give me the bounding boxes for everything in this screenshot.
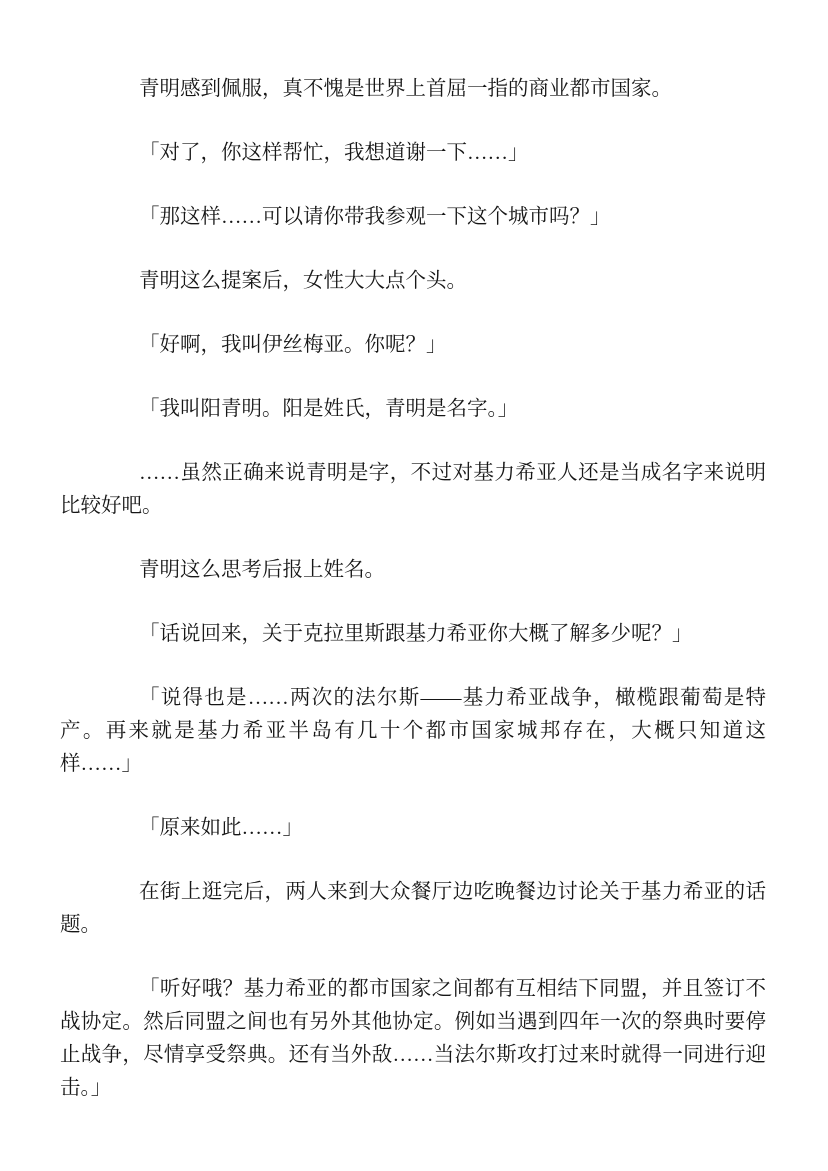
text-line: 「话说回来，关于克拉里斯跟基力希亚你大概了解多少呢？」 xyxy=(139,623,693,645)
paragraph xyxy=(60,393,766,426)
paragraph xyxy=(60,812,766,845)
text-line: 「那这样……可以请你带我参观一下这个城市吗？」 xyxy=(139,206,611,228)
paragraph xyxy=(60,682,766,781)
text-line: 产。再来就是基力希亚半岛有几十个都市国家城邦存在，大概只知道这 xyxy=(60,720,766,742)
text-line: 战协定。然后同盟之间也有另外其他协定。例如当遇到四年一次的祭典时要停 xyxy=(60,1011,766,1033)
text-line: 题。 xyxy=(60,914,101,936)
text-line: 青明这么提案后，女性大大点个头。 xyxy=(139,270,467,292)
text-line: 击。」 xyxy=(60,1077,112,1099)
text-line: 青明这么思考后报上姓名。 xyxy=(139,559,385,581)
paragraph xyxy=(60,137,766,170)
text-line: 比较好吧。 xyxy=(60,495,163,517)
paragraph xyxy=(60,973,766,1105)
paragraph xyxy=(60,201,766,234)
paragraph xyxy=(60,554,766,587)
text-line: ……虽然正确来说青明是字，不过对基力希亚人还是当成名字来说明 xyxy=(139,462,766,484)
text-line: 「对了，你这样帮忙，我想道谢一下……」 xyxy=(139,142,529,164)
text-line: 青明感到佩服，真不愧是世界上首屈一指的商业都市国家。 xyxy=(139,78,672,100)
paragraph xyxy=(60,265,766,298)
text-line: 止战争，尽情享受祭典。还有当外敌……当法尔斯攻打过来时就得一同进行迎 xyxy=(60,1044,766,1066)
paragraph xyxy=(60,876,766,942)
text-line: 「我叫阳青明。阳是姓氏，青明是名字。」 xyxy=(139,398,519,420)
text-line: 样……」 xyxy=(60,753,142,775)
text-line: 「好啊，我叫伊丝梅亚。你呢？」 xyxy=(139,334,447,356)
text-line: 「原来如此……」 xyxy=(139,817,303,839)
paragraph xyxy=(60,618,766,651)
paragraphs xyxy=(60,73,766,1105)
paragraph xyxy=(60,73,766,106)
text-line: 「说得也是……两次的法尔斯——基力希亚战争，橄榄跟葡萄是特 xyxy=(139,687,766,709)
paragraph xyxy=(60,329,766,362)
paragraph xyxy=(60,457,766,523)
text-line: 在街上逛完后，两人来到大众餐厅边吃晚餐边讨论关于基力希亚的话 xyxy=(139,881,766,903)
text-line: 「听好哦？基力希亚的都市国家之间都有互相结下同盟，并且签订不 xyxy=(139,978,766,1000)
